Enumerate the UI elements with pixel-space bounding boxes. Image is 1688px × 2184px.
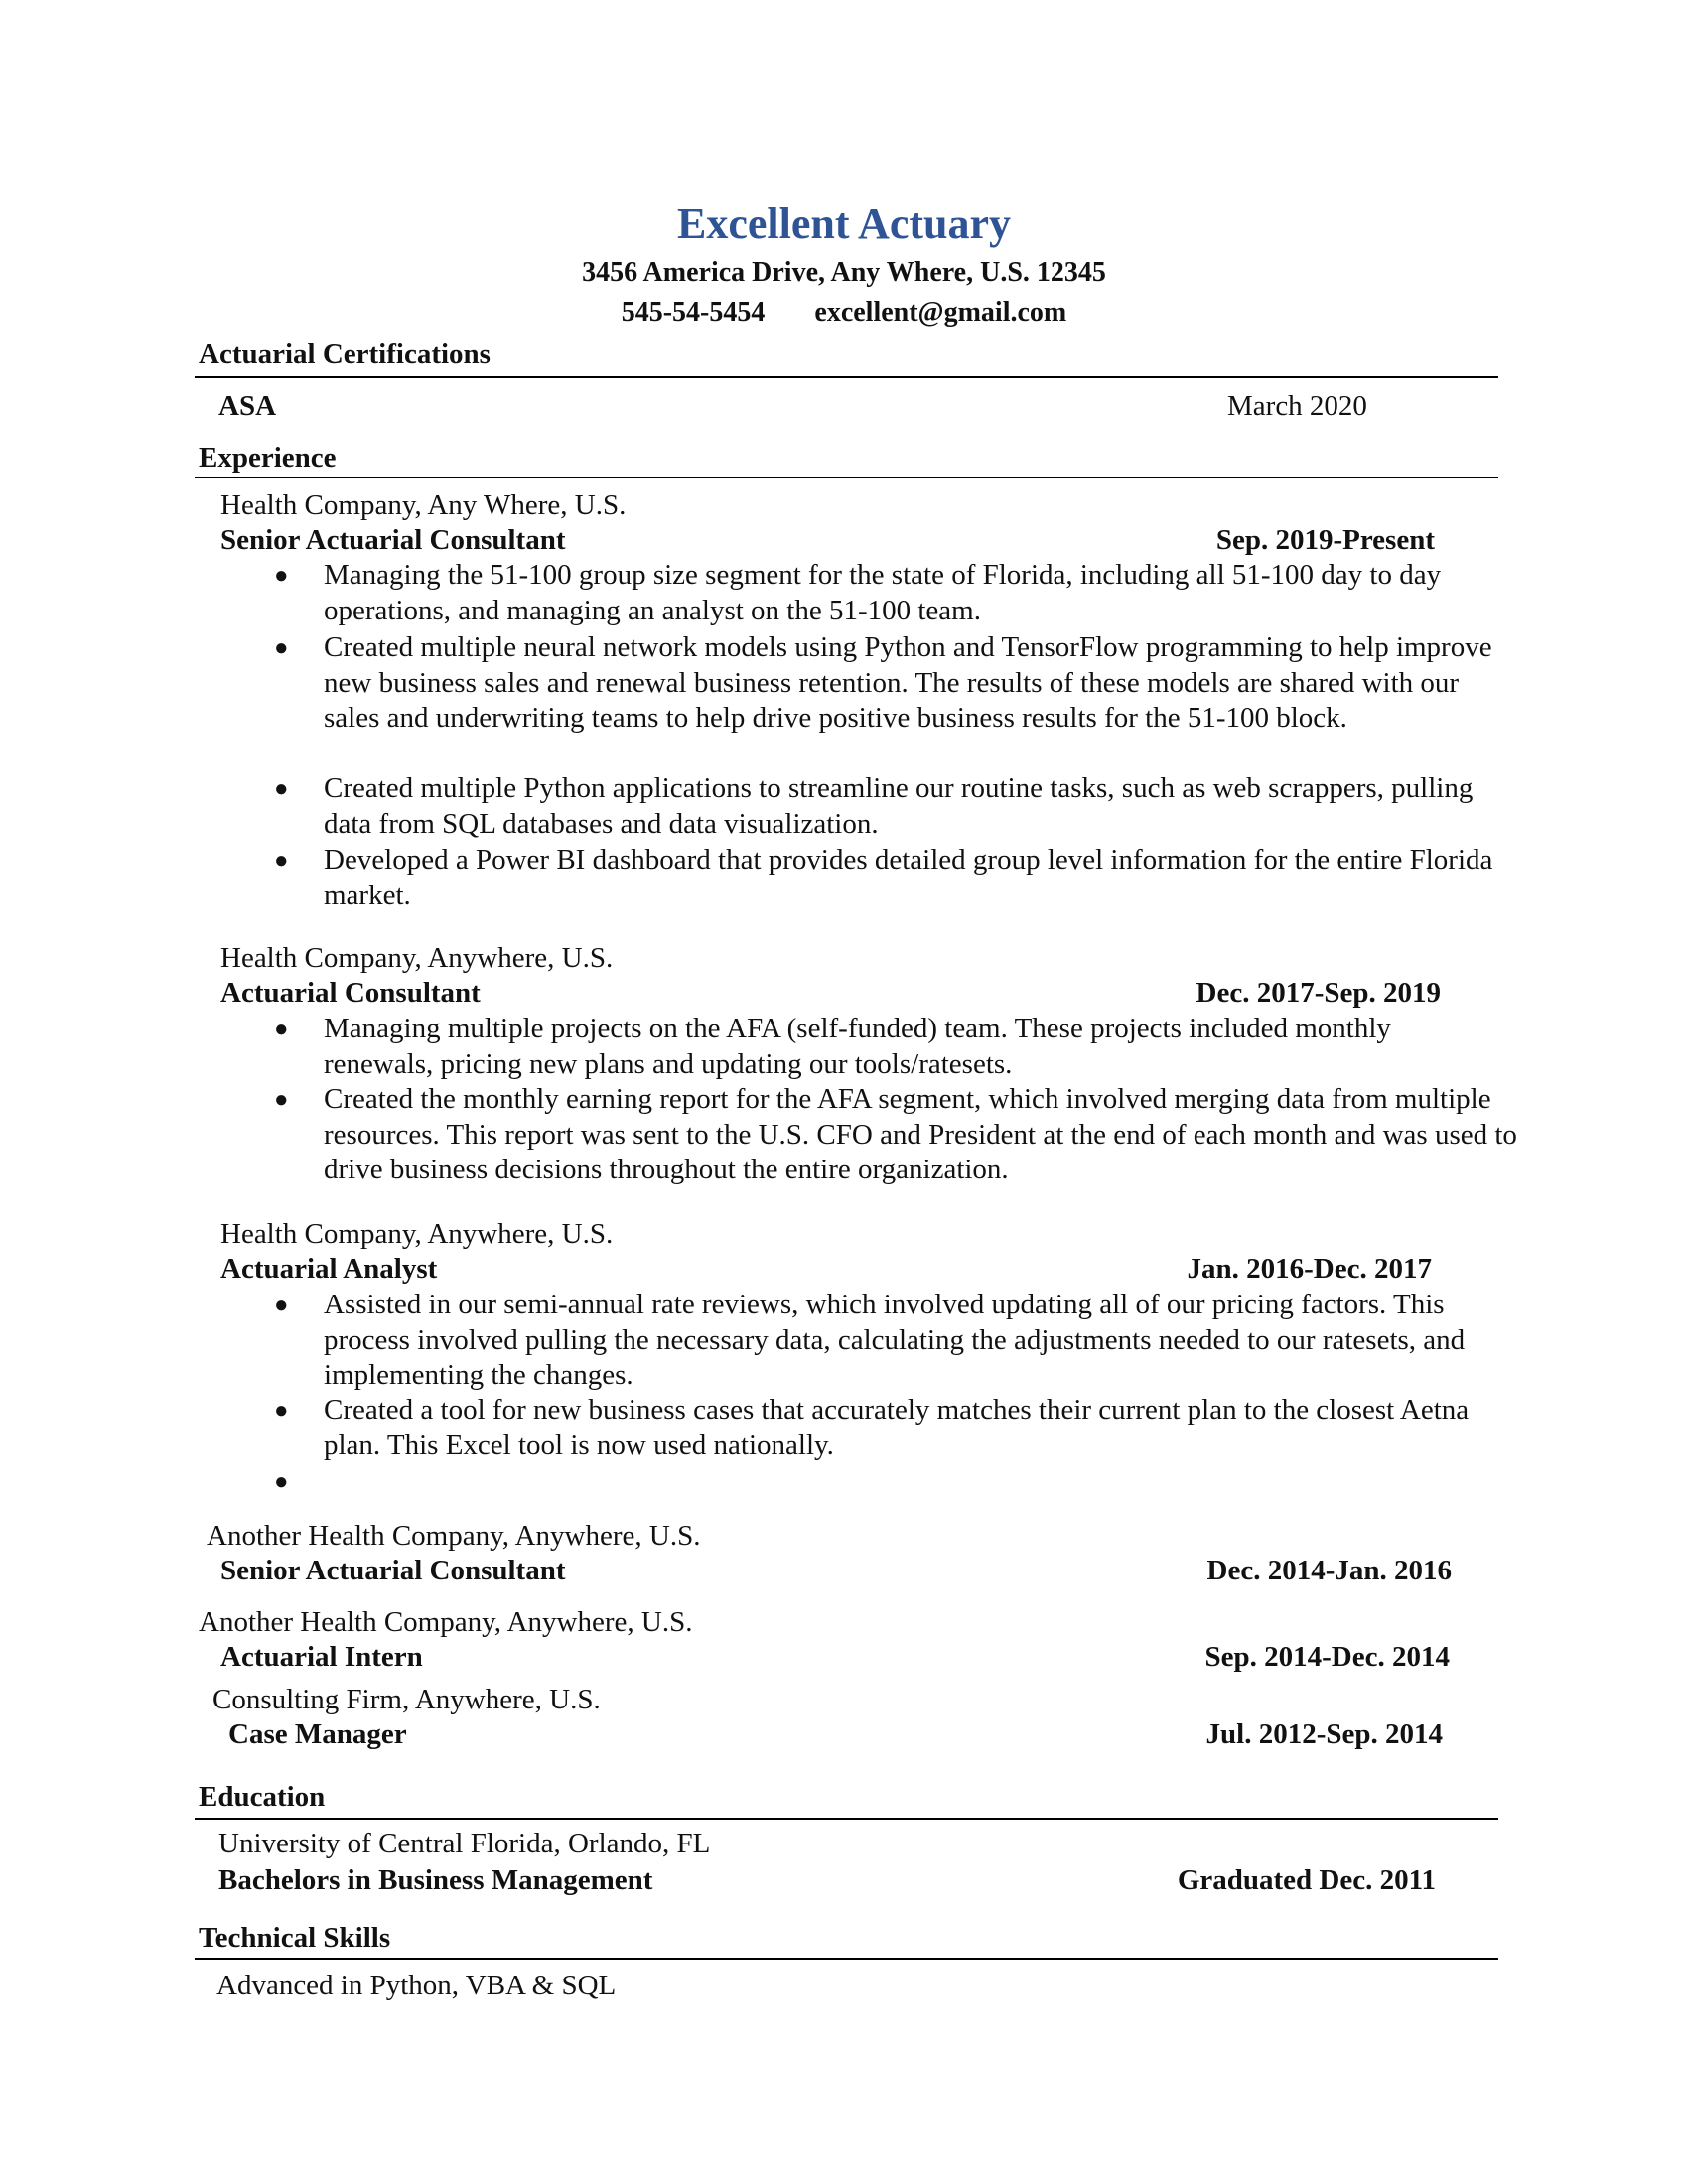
job-title: Actuarial Intern [220,1641,423,1673]
certification-date: March 2020 [1227,390,1367,422]
job-dates: Dec. 2017-Sep. 2019 [1196,977,1441,1009]
education-graduated: Graduated Dec. 2011 [1177,1864,1436,1896]
job-title: Actuarial Analyst [220,1253,438,1285]
job-dates: Sep. 2014-Dec. 2014 [1204,1641,1450,1673]
education-degree: Bachelors in Business Management [218,1864,653,1896]
section-heading-skills: Technical Skills [199,1922,391,1954]
job-bullet: Created multiple Python applications to streamline our routine tasks, such as web scrappers, pulling data from SQL databases and data visualization. [324,772,1474,840]
section-heading-experience: Experience [199,442,337,474]
section-divider [195,376,1498,378]
contact-line [0,296,1688,330]
job-bullet: Created multiple neural network models using Python and TensorFlow programming to help improve new business sales and renewal business retention. The results of these models are shared with our sales and underwriting teams to help drive positive business results for the 51-100 block. [324,631,1492,734]
job-title: Senior Actuarial Consultant [220,524,566,556]
section-divider [195,1818,1498,1820]
job-dates: Dec. 2014-Jan. 2016 [1206,1555,1452,1586]
bullet-icon: ● [274,1293,289,1318]
job-dates: Jan. 2016-Dec. 2017 [1187,1253,1432,1285]
bullet-icon: ● [274,776,289,802]
job-bullet: Managing multiple projects on the AFA (self-funded) team. These projects included monthly renewals, pricing new plans and updating our tools/ratesets. [324,1013,1391,1080]
skills-text: Advanced in Python, VBA & SQL [216,1970,617,2001]
bullet-icon: ● [274,563,289,589]
phone: 545-54-5454 [621,297,766,328]
job-title: Senior Actuarial Consultant [220,1555,566,1586]
job-title: Case Manager [228,1718,407,1750]
job-employer: Consulting Firm, Anywhere, U.S. [212,1684,601,1715]
job-employer: Health Company, Anywhere, U.S. [220,942,614,974]
section-heading-education: Education [199,1781,326,1813]
bullet-icon: ● [274,1087,289,1113]
bullet-icon: ● [274,1469,289,1495]
job-dates: Sep. 2019-Present [1215,524,1435,556]
job-bullet: Created the monthly earning report for the AFA segment, which involved merging data from multiple resources. This report was sent to the U.S. CFO and President at the end of each month and was used to drive business decisions throughout the entire organization. [324,1083,1517,1185]
bullet-icon: ● [274,1398,289,1424]
candidate-name: Excellent Actuary [676,200,1012,248]
job-bullet: Created a tool for new business cases that accurately matches their current plan to the closest Aetna plan. This Excel tool is now used nationally. [324,1394,1470,1461]
job-employer: Another Health Company, Anywhere, U.S. [207,1520,701,1552]
job-employer: Health Company, Any Where, U.S. [220,489,627,521]
job-employer: Another Health Company, Anywhere, U.S. [199,1606,693,1638]
job-bullet: Managing the 51-100 group size segment for the state of Florida, including all 51-100 day to day operations, and managing an analyst on the 51-100 team. [324,559,1442,626]
education-school: University of Central Florida, Orlando, FL [218,1828,711,1859]
bullet-icon: ● [274,1017,289,1042]
bullet-icon: ● [274,635,289,661]
section-divider [195,477,1498,478]
job-bullet: Assisted in our semi-annual rate reviews, which involved updating all of our pricing factors. This process involved pulling the necessary data, calculating the adjustments needed to our ratesets, and implementing the changes. [324,1289,1466,1391]
address: 3456 America Drive, Any Where, U.S. 12345 [582,257,1106,288]
email: excellent@gmail.com [814,297,1067,328]
section-heading-certifications: Actuarial Certifications [199,339,491,370]
job-bullet: Developed a Power BI dashboard that provides detailed group level information for the entire Florida market. [324,844,1493,911]
job-employer: Health Company, Anywhere, U.S. [220,1218,614,1250]
job-dates: Jul. 2012-Sep. 2014 [1205,1718,1443,1750]
bullet-icon: ● [274,848,289,874]
certification-name: ASA [218,390,277,422]
section-divider [195,1958,1498,1960]
job-title: Actuarial Consultant [220,977,481,1009]
